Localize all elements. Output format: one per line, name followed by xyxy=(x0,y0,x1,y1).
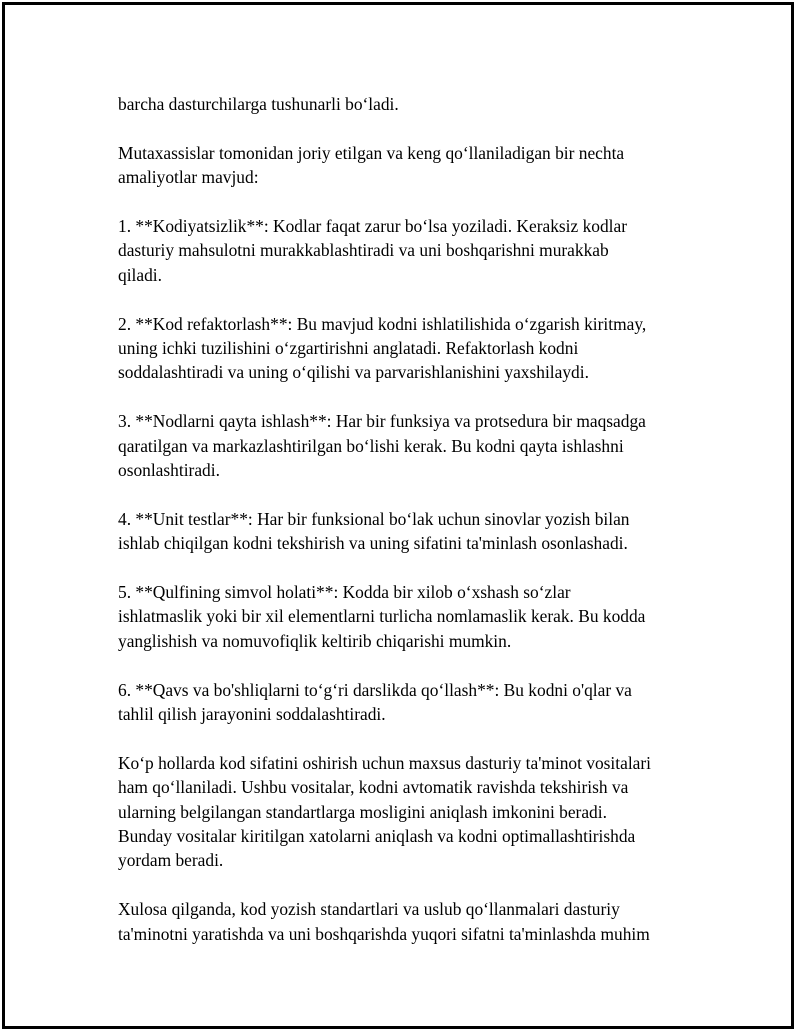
text-line: barcha dasturchilarga tushunarli bo‘ladi. xyxy=(118,94,399,114)
text-line: dasturiy mahsulotni murakkablashtiradi va uni boshqarishni murakkab xyxy=(118,240,609,261)
text-line: yordam beradi. xyxy=(118,850,224,871)
list-item-3 xyxy=(118,409,698,482)
text-line: yanglishish va nomuvofiqlik keltirib chiqarishi mumkin. xyxy=(118,630,512,651)
text-line: 5. **Qulfining simvol holati**: Kodda bir xilob o‘xshash so‘zlar xyxy=(118,582,571,603)
text-line: Ko‘p hollarda kod sifatini oshirish uchun maxsus dasturiy ta'minot vositalari xyxy=(118,752,651,773)
text-line: 4. **Unit testlar**: Har bir funksional bo‘lak uchun sinovlar yozish bilan xyxy=(118,508,630,529)
text-line: Bunday vositalar kiritilgan xatolarni aniqlash va kodni optimallashtirishda xyxy=(118,826,636,847)
text-line: ham qo‘llaniladi. Ushbu vositalar, kodni avtomatik ravishda tekshirish va xyxy=(118,777,629,798)
paragraph-intro-tail xyxy=(118,92,698,116)
paragraph-tools xyxy=(118,751,698,873)
text-line: 1. **Kodiyatsizlik**: Kodlar faqat zarur bo‘lsa yoziladi. Keraksiz kodlar xyxy=(118,216,627,236)
text-line: ta'minotni yaratishda va uni boshqarishda yuqori sifatni ta'minlashda muhim xyxy=(118,923,650,944)
text-line: qaratilgan va markazlashtirilgan bo‘lishi kerak. Bu kodni qayta ishlashni xyxy=(118,435,624,456)
text-line: ishlatmaslik yoki bir xil elementlarni turlicha nomlamaslik kerak. Bu kodda xyxy=(118,606,646,627)
text-line: Xulosa qilganda, kod yozish standartlari va uslub qo‘llanmalari dasturiy xyxy=(118,899,620,920)
text-line: 3. **Nodlarni qayta ishlash**: Har bir funksiya va protsedura bir maqsadga xyxy=(118,411,646,432)
list-item-6 xyxy=(118,678,698,727)
text-line: uning ichki tuzilishini o‘zgartirishni anglatadi. Refaktorlash kodni xyxy=(118,338,579,359)
text-line: osonlashtiradi. xyxy=(118,460,220,481)
text-line: ishlab chiqilgan kodni tekshirish va uning sifatini ta'minlash osonlashadi. xyxy=(118,533,628,554)
list-item-5 xyxy=(118,580,698,653)
text-line: amaliyotlar mavjud: xyxy=(118,167,259,188)
text-line: 2. **Kod refaktorlash**: Bu mavjud kodni ishlatilishida o‘zgarish kiritmay, xyxy=(118,313,647,334)
list-item-4 xyxy=(118,507,698,556)
document-body xyxy=(118,92,698,970)
paragraph-practices-intro xyxy=(118,141,698,190)
list-item-1 xyxy=(118,214,698,287)
text-line: ularning belgilangan standartlarga mosligini aniqlash imkonini beradi. xyxy=(118,801,607,822)
text-line: 6. **Qavs va bo'shliqlarni to‘g‘ri darslikda qo‘llash**: Bu kodni o'qlar va xyxy=(118,679,632,700)
text-line: Mutaxassislar tomonidan joriy etilgan va keng qo‘llaniladigan bir nechta xyxy=(118,142,625,163)
paragraph-conclusion xyxy=(118,897,698,946)
text-line: soddalashtiradi va uning o‘qilishi va parvarishlanishini yaxshilaydi. xyxy=(118,362,589,383)
text-line: tahlil qilish jarayonini soddalashtiradi. xyxy=(118,704,386,725)
text-line: qiladi. xyxy=(118,264,162,285)
list-item-2 xyxy=(118,312,698,385)
